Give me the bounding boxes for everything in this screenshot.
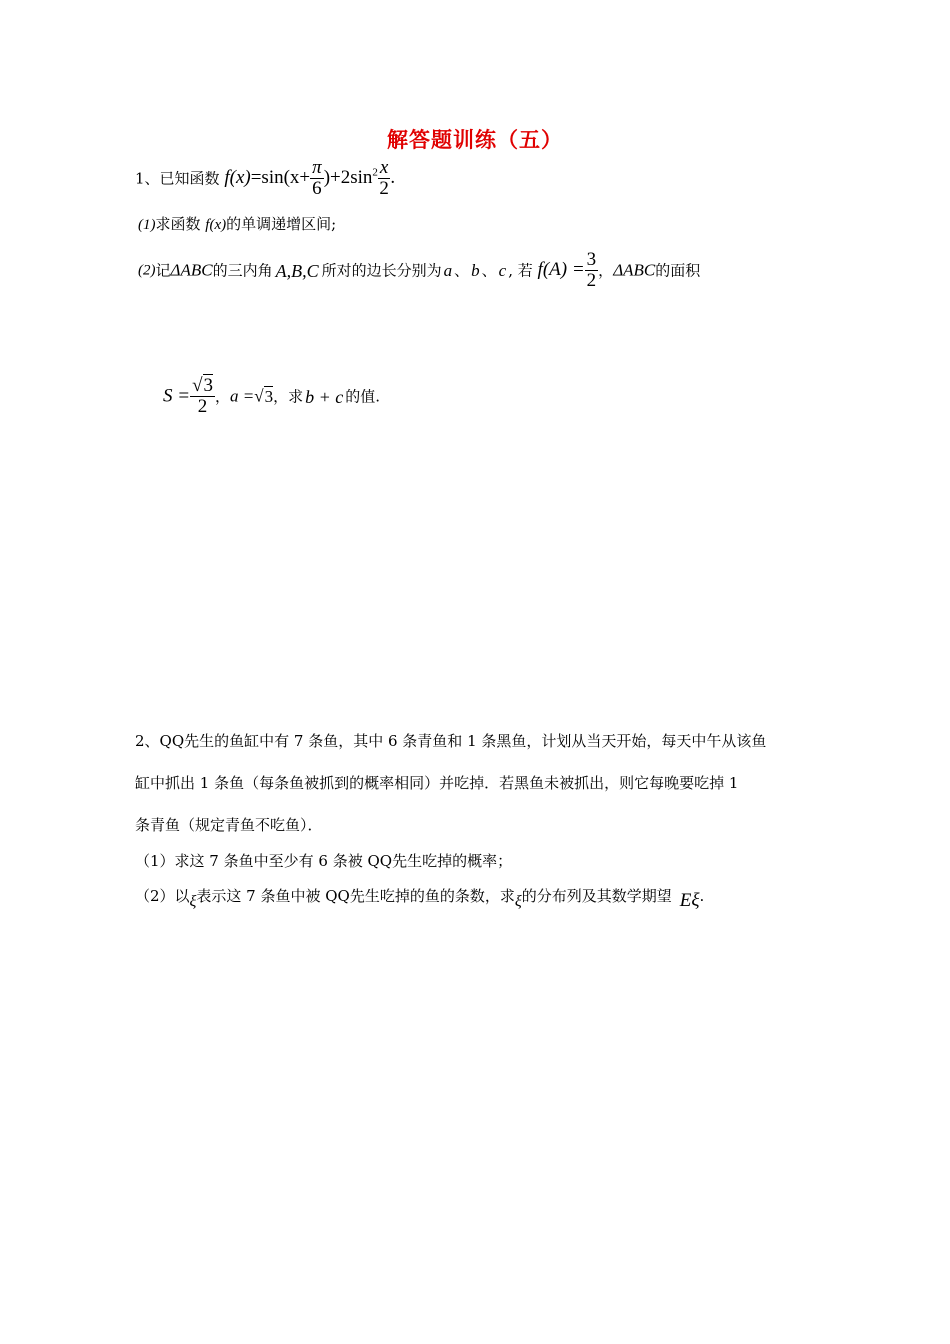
q1-part2 xyxy=(138,250,700,294)
q1-part2-t5: ， xyxy=(598,261,614,280)
q1-part1-fx: f(x) xyxy=(205,217,227,233)
q2-line1: 2、QQ先生的鱼缸中有 7 条鱼，其中 6 条青鱼和 1 条黑鱼，计划从当天开始，每天中午从该鱼 xyxy=(135,732,767,750)
q2-xi: ξ xyxy=(189,893,197,910)
q1-side-a: a xyxy=(443,260,453,280)
q1-part2-t6: 的面积 xyxy=(655,261,701,280)
q1-x-over-2 xyxy=(378,158,390,199)
q1-part2-t2: 的三内角 xyxy=(212,261,273,280)
q1-mid: )+2sin xyxy=(323,166,373,188)
q1-formula xyxy=(224,157,396,199)
q1-part1-label: (1) xyxy=(138,217,156,233)
q1-pi-over-6 xyxy=(310,158,324,199)
page-title: 解答题训练（五） xyxy=(387,127,563,152)
q2-part1: （1）求这 7 条鱼中至少有 6 条被 QQ先生吃掉的概率； xyxy=(135,852,513,870)
q1-stem-prefix: 已知函数 xyxy=(159,169,220,188)
q1-part1-text-a: 求函数 xyxy=(155,215,206,233)
q1-part2-t4: , 若 xyxy=(508,261,533,280)
q1-sqrt3b-wrap: √3 xyxy=(254,386,274,406)
q2-line3: 条青鱼（规定青鱼不吃鱼）． xyxy=(135,816,323,834)
q1-three: 3 xyxy=(586,249,597,270)
q1-sqrt3-num: √3 xyxy=(192,375,214,396)
q1-stem xyxy=(135,158,395,202)
q1-sep2: 、 xyxy=(481,261,497,280)
q1-two-c: 2 xyxy=(197,396,208,417)
q1-side-c: c xyxy=(498,260,507,280)
q1-sqrt3: 3 xyxy=(203,375,214,396)
q1-part2-t3: 所对的边长分别为 xyxy=(321,261,442,280)
q1-period: . xyxy=(390,166,396,188)
q1-x: x xyxy=(379,157,389,178)
q2-period: . xyxy=(699,887,705,905)
q1-number: 1、 xyxy=(135,169,160,188)
q1-a-eq: a = xyxy=(230,386,255,406)
q1-fA: f(A) = xyxy=(537,258,585,280)
q2-part2-a: （2）以 xyxy=(135,887,190,905)
q1-sin-part: =sin(x+ xyxy=(250,166,311,188)
q1-part2-label: (2) xyxy=(138,262,156,279)
q1-square: 2 xyxy=(372,166,378,179)
q1-sqrt3-over-2 xyxy=(190,376,215,417)
q1-part2b-t1: ， xyxy=(215,387,231,406)
q2-xi-2: ξ xyxy=(514,893,522,910)
q1-sep1: 、 xyxy=(454,261,470,280)
q1-part2-continued xyxy=(163,376,380,424)
q1-two-b: 2 xyxy=(586,270,597,291)
q1-part2b-t3: 的值. xyxy=(345,387,381,406)
q1-S: S = xyxy=(163,385,191,407)
q1-six: 6 xyxy=(312,178,322,199)
q1-fA-formula xyxy=(537,249,599,291)
q1-part2-t1: 记 xyxy=(155,261,171,280)
q2-expectation: Eξ xyxy=(679,890,700,911)
q2-part2 xyxy=(135,885,704,921)
q1-fx: f(x) xyxy=(224,166,251,188)
q1-pi: π xyxy=(312,157,322,178)
q1-two: 2 xyxy=(379,178,389,199)
q2-part2-b: 表示这 7 条鱼中被 QQ先生吃掉的鱼的条数，求 xyxy=(196,887,515,905)
q1-part2b-t2: ，求 xyxy=(273,387,304,406)
q1-triangle-2: ΔABC xyxy=(613,260,656,280)
q1-three-halves xyxy=(585,250,599,291)
q1-part1-text-b: 的单调递增区间; xyxy=(226,215,337,233)
q1-sqrt3b: 3 xyxy=(264,386,274,406)
q1-part1 xyxy=(138,214,336,235)
q1-b-plus-c: b + c xyxy=(305,386,344,407)
q1-angles: A,B,C xyxy=(275,260,319,281)
q1-side-b: b xyxy=(471,260,480,280)
q1-triangle-1: ΔABC xyxy=(170,260,213,280)
q2-part2-c: 的分布列及其数学期望 xyxy=(521,887,672,905)
q2-line2: 缸中抓出 1 条鱼（每条鱼被抓到的概率相同）并吃掉．若黑鱼未被抓出，则它每晚要吃掉 1 xyxy=(135,774,739,792)
